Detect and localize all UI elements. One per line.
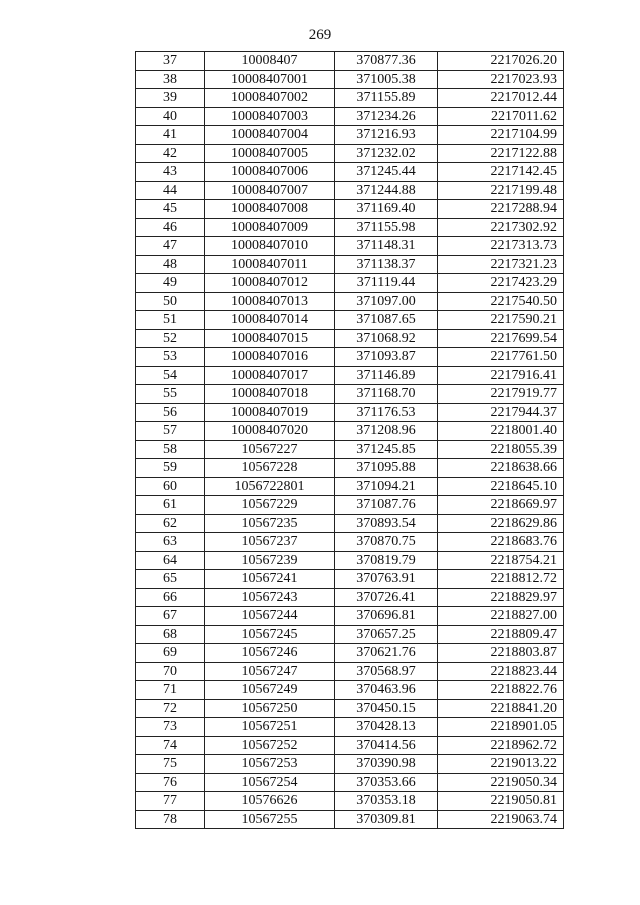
table-row — [136, 681, 564, 700]
point-id-cell: 10567255 — [205, 810, 335, 829]
row-number-cell: 50 — [136, 292, 205, 311]
x-coordinate-cell: 370877.36 — [335, 52, 438, 71]
row-number-cell: 73 — [136, 718, 205, 737]
point-id-cell: 10567249 — [205, 681, 335, 700]
point-id-cell: 10567247 — [205, 662, 335, 681]
y-coordinate-cell: 2217313.73 — [438, 237, 564, 256]
point-id-cell: 10008407011 — [205, 255, 335, 274]
x-coordinate-cell: 371155.89 — [335, 89, 438, 108]
row-number-cell: 37 — [136, 52, 205, 71]
table-row — [136, 662, 564, 681]
x-coordinate-cell: 371148.31 — [335, 237, 438, 256]
point-id-cell: 1056722801 — [205, 477, 335, 496]
point-id-cell: 10567252 — [205, 736, 335, 755]
x-coordinate-cell: 371244.88 — [335, 181, 438, 200]
point-id-cell: 10008407012 — [205, 274, 335, 293]
y-coordinate-cell: 2219063.74 — [438, 810, 564, 829]
table-row — [136, 126, 564, 145]
row-number-cell: 42 — [136, 144, 205, 163]
row-number-cell: 64 — [136, 551, 205, 570]
row-number-cell: 43 — [136, 163, 205, 182]
y-coordinate-cell: 2218829.97 — [438, 588, 564, 607]
row-number-cell: 53 — [136, 348, 205, 367]
table-row — [136, 533, 564, 552]
point-id-cell: 10567235 — [205, 514, 335, 533]
table-row — [136, 348, 564, 367]
row-number-cell: 71 — [136, 681, 205, 700]
y-coordinate-cell: 2218629.86 — [438, 514, 564, 533]
y-coordinate-cell: 2217026.20 — [438, 52, 564, 71]
table-row — [136, 718, 564, 737]
x-coordinate-cell: 370353.18 — [335, 792, 438, 811]
point-id-cell: 10567246 — [205, 644, 335, 663]
point-id-cell: 10576626 — [205, 792, 335, 811]
table-row — [136, 736, 564, 755]
x-coordinate-cell: 370414.56 — [335, 736, 438, 755]
row-number-cell: 78 — [136, 810, 205, 829]
y-coordinate-cell: 2217423.29 — [438, 274, 564, 293]
row-number-cell: 72 — [136, 699, 205, 718]
row-number-cell: 69 — [136, 644, 205, 663]
y-coordinate-cell: 2218901.05 — [438, 718, 564, 737]
row-number-cell: 56 — [136, 403, 205, 422]
point-id-cell: 10567237 — [205, 533, 335, 552]
x-coordinate-cell: 370568.97 — [335, 662, 438, 681]
point-id-cell: 10008407009 — [205, 218, 335, 237]
table-row — [136, 514, 564, 533]
x-coordinate-cell: 371093.87 — [335, 348, 438, 367]
x-coordinate-cell: 371245.44 — [335, 163, 438, 182]
x-coordinate-cell: 371169.40 — [335, 200, 438, 219]
x-coordinate-cell: 370309.81 — [335, 810, 438, 829]
point-id-cell: 10008407016 — [205, 348, 335, 367]
table-row — [136, 385, 564, 404]
row-number-cell: 48 — [136, 255, 205, 274]
y-coordinate-cell: 2218823.44 — [438, 662, 564, 681]
y-coordinate-cell: 2218645.10 — [438, 477, 564, 496]
point-id-cell: 10567253 — [205, 755, 335, 774]
x-coordinate-cell: 371208.96 — [335, 422, 438, 441]
table-row — [136, 366, 564, 385]
x-coordinate-cell: 371068.92 — [335, 329, 438, 348]
table-row — [136, 644, 564, 663]
table-row — [136, 163, 564, 182]
x-coordinate-cell: 370696.81 — [335, 607, 438, 626]
row-number-cell: 67 — [136, 607, 205, 626]
row-number-cell: 59 — [136, 459, 205, 478]
row-number-cell: 44 — [136, 181, 205, 200]
point-id-cell: 10567241 — [205, 570, 335, 589]
table-row — [136, 218, 564, 237]
y-coordinate-cell: 2218669.97 — [438, 496, 564, 515]
point-id-cell: 10008407008 — [205, 200, 335, 219]
x-coordinate-cell: 371095.88 — [335, 459, 438, 478]
table-row — [136, 607, 564, 626]
row-number-cell: 63 — [136, 533, 205, 552]
row-number-cell: 52 — [136, 329, 205, 348]
y-coordinate-cell: 2217590.21 — [438, 311, 564, 330]
table-row — [136, 625, 564, 644]
y-coordinate-cell: 2217761.50 — [438, 348, 564, 367]
row-number-cell: 39 — [136, 89, 205, 108]
row-number-cell: 47 — [136, 237, 205, 256]
row-number-cell: 66 — [136, 588, 205, 607]
point-id-cell: 10008407005 — [205, 144, 335, 163]
row-number-cell: 74 — [136, 736, 205, 755]
coordinates-table-body — [136, 52, 564, 829]
y-coordinate-cell: 2217916.41 — [438, 366, 564, 385]
x-coordinate-cell: 370621.76 — [335, 644, 438, 663]
x-coordinate-cell: 370450.15 — [335, 699, 438, 718]
x-coordinate-cell: 371245.85 — [335, 440, 438, 459]
row-number-cell: 77 — [136, 792, 205, 811]
point-id-cell: 10008407004 — [205, 126, 335, 145]
coordinates-table — [135, 51, 564, 829]
point-id-cell: 10008407001 — [205, 70, 335, 89]
point-id-cell: 10008407007 — [205, 181, 335, 200]
y-coordinate-cell: 2217012.44 — [438, 89, 564, 108]
y-coordinate-cell: 2217199.48 — [438, 181, 564, 200]
x-coordinate-cell: 371146.89 — [335, 366, 438, 385]
y-coordinate-cell: 2217540.50 — [438, 292, 564, 311]
point-id-cell: 10567243 — [205, 588, 335, 607]
point-id-cell: 10008407003 — [205, 107, 335, 126]
y-coordinate-cell: 2217944.37 — [438, 403, 564, 422]
table-row — [136, 551, 564, 570]
point-id-cell: 10567227 — [205, 440, 335, 459]
table-row — [136, 52, 564, 71]
row-number-cell: 58 — [136, 440, 205, 459]
row-number-cell: 40 — [136, 107, 205, 126]
x-coordinate-cell: 371216.93 — [335, 126, 438, 145]
point-id-cell: 10008407006 — [205, 163, 335, 182]
x-coordinate-cell: 371155.98 — [335, 218, 438, 237]
x-coordinate-cell: 370353.66 — [335, 773, 438, 792]
point-id-cell: 10008407019 — [205, 403, 335, 422]
point-id-cell: 10008407 — [205, 52, 335, 71]
x-coordinate-cell: 371087.65 — [335, 311, 438, 330]
table-row — [136, 440, 564, 459]
row-number-cell: 55 — [136, 385, 205, 404]
row-number-cell: 45 — [136, 200, 205, 219]
y-coordinate-cell: 2219050.81 — [438, 792, 564, 811]
point-id-cell: 10567251 — [205, 718, 335, 737]
y-coordinate-cell: 2218754.21 — [438, 551, 564, 570]
x-coordinate-cell: 371119.44 — [335, 274, 438, 293]
table-row — [136, 89, 564, 108]
table-row — [136, 237, 564, 256]
y-coordinate-cell: 2217142.45 — [438, 163, 564, 182]
y-coordinate-cell: 2218055.39 — [438, 440, 564, 459]
y-coordinate-cell: 2219050.34 — [438, 773, 564, 792]
row-number-cell: 62 — [136, 514, 205, 533]
y-coordinate-cell: 2217321.23 — [438, 255, 564, 274]
y-coordinate-cell: 2219013.22 — [438, 755, 564, 774]
point-id-cell: 10008407014 — [205, 311, 335, 330]
y-coordinate-cell: 2217919.77 — [438, 385, 564, 404]
row-number-cell: 51 — [136, 311, 205, 330]
x-coordinate-cell: 370726.41 — [335, 588, 438, 607]
row-number-cell: 49 — [136, 274, 205, 293]
point-id-cell: 10008407013 — [205, 292, 335, 311]
table-row — [136, 755, 564, 774]
x-coordinate-cell: 370893.54 — [335, 514, 438, 533]
x-coordinate-cell: 370819.79 — [335, 551, 438, 570]
point-id-cell: 10008407017 — [205, 366, 335, 385]
y-coordinate-cell: 2217104.99 — [438, 126, 564, 145]
y-coordinate-cell: 2218841.20 — [438, 699, 564, 718]
point-id-cell: 10008407020 — [205, 422, 335, 441]
x-coordinate-cell: 371097.00 — [335, 292, 438, 311]
table-row — [136, 570, 564, 589]
x-coordinate-cell: 371176.53 — [335, 403, 438, 422]
y-coordinate-cell: 2218803.87 — [438, 644, 564, 663]
y-coordinate-cell: 2218638.66 — [438, 459, 564, 478]
point-id-cell: 10567228 — [205, 459, 335, 478]
table-row — [136, 773, 564, 792]
row-number-cell: 60 — [136, 477, 205, 496]
table-row — [136, 699, 564, 718]
y-coordinate-cell: 2218812.72 — [438, 570, 564, 589]
table-row — [136, 107, 564, 126]
x-coordinate-cell: 370428.13 — [335, 718, 438, 737]
point-id-cell: 10008407002 — [205, 89, 335, 108]
row-number-cell: 61 — [136, 496, 205, 515]
y-coordinate-cell: 2218683.76 — [438, 533, 564, 552]
x-coordinate-cell: 371234.26 — [335, 107, 438, 126]
y-coordinate-cell: 2218962.72 — [438, 736, 564, 755]
table-row — [136, 200, 564, 219]
table-row — [136, 459, 564, 478]
row-number-cell: 38 — [136, 70, 205, 89]
x-coordinate-cell: 371094.21 — [335, 477, 438, 496]
x-coordinate-cell: 370390.98 — [335, 755, 438, 774]
point-id-cell: 10567245 — [205, 625, 335, 644]
y-coordinate-cell: 2217011.62 — [438, 107, 564, 126]
table-row — [136, 144, 564, 163]
table-row — [136, 329, 564, 348]
point-id-cell: 10008407015 — [205, 329, 335, 348]
y-coordinate-cell: 2218001.40 — [438, 422, 564, 441]
table-row — [136, 181, 564, 200]
row-number-cell: 46 — [136, 218, 205, 237]
x-coordinate-cell: 371087.76 — [335, 496, 438, 515]
x-coordinate-cell: 371168.70 — [335, 385, 438, 404]
table-row — [136, 292, 564, 311]
table-row — [136, 496, 564, 515]
y-coordinate-cell: 2217288.94 — [438, 200, 564, 219]
page-number: 269 — [308, 27, 332, 43]
table-row — [136, 274, 564, 293]
row-number-cell: 76 — [136, 773, 205, 792]
table-row — [136, 477, 564, 496]
row-number-cell: 70 — [136, 662, 205, 681]
y-coordinate-cell: 2218822.76 — [438, 681, 564, 700]
x-coordinate-cell: 371005.38 — [335, 70, 438, 89]
table-row — [136, 422, 564, 441]
x-coordinate-cell: 370870.75 — [335, 533, 438, 552]
point-id-cell: 10567229 — [205, 496, 335, 515]
row-number-cell: 54 — [136, 366, 205, 385]
x-coordinate-cell: 370657.25 — [335, 625, 438, 644]
table-row — [136, 311, 564, 330]
y-coordinate-cell: 2218827.00 — [438, 607, 564, 626]
table-row — [136, 255, 564, 274]
x-coordinate-cell: 371138.37 — [335, 255, 438, 274]
table-row — [136, 403, 564, 422]
row-number-cell: 65 — [136, 570, 205, 589]
point-id-cell: 10567239 — [205, 551, 335, 570]
row-number-cell: 75 — [136, 755, 205, 774]
point-id-cell: 10567250 — [205, 699, 335, 718]
point-id-cell: 10008407010 — [205, 237, 335, 256]
y-coordinate-cell: 2217023.93 — [438, 70, 564, 89]
x-coordinate-cell: 370463.96 — [335, 681, 438, 700]
table-row — [136, 792, 564, 811]
point-id-cell: 10008407018 — [205, 385, 335, 404]
y-coordinate-cell: 2217302.92 — [438, 218, 564, 237]
row-number-cell: 57 — [136, 422, 205, 441]
table-row — [136, 70, 564, 89]
table-row — [136, 810, 564, 829]
y-coordinate-cell: 2218809.47 — [438, 625, 564, 644]
x-coordinate-cell: 370763.91 — [335, 570, 438, 589]
y-coordinate-cell: 2217122.88 — [438, 144, 564, 163]
point-id-cell: 10567244 — [205, 607, 335, 626]
point-id-cell: 10567254 — [205, 773, 335, 792]
y-coordinate-cell: 2217699.54 — [438, 329, 564, 348]
x-coordinate-cell: 371232.02 — [335, 144, 438, 163]
row-number-cell: 41 — [136, 126, 205, 145]
row-number-cell: 68 — [136, 625, 205, 644]
table-row — [136, 588, 564, 607]
